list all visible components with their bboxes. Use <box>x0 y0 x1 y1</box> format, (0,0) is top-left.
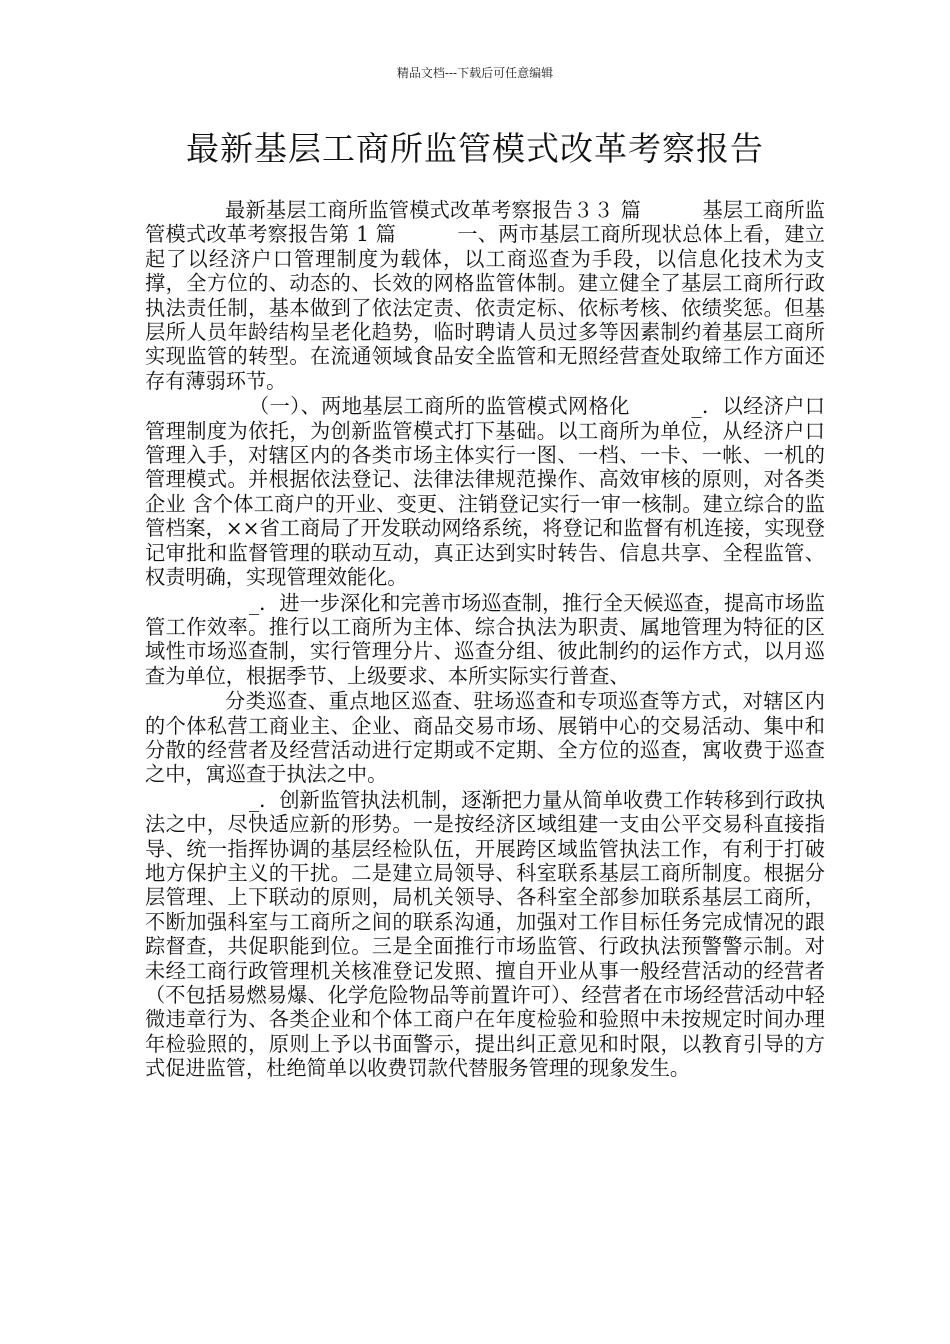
paragraph-section-1: （一）、两地基层工商所的监管模式网格化 _．以经济户口管理制度为依托，为创新监管模式打下基础。以工商所为单位，从经济户口管理入手，对辖区内的各类市场主体实行一图、一档、一卡、一帐、一机的管理模式。并根据依法登记、法律法律规范操作、高效审核的原则，对各类企业 含个体工商户的开业、变更、注销登记实行一审一核制。建立综合的监管档案，××省工商局了开发联动网络系统，将登记和监督有机连接，实现登记审批和监督管理的联动互动，真正达到实时转告、信息共享、全程监管、权责明确，实现管理效能化。 <box>145 394 825 590</box>
paragraph-enforcement-mechanism: _．创新监管执法机制，逐渐把力量从简单收费工作转移到行政执法之中，尽快适应新的形势。一是按经济区域组建一支由公平交易科直接指导、统一指挥协调的基层经检队伍，开展跨区域监管执法工作，有利于打破地方保护主义的干扰。二是建立局领导、科室联系基层工商所制度。根据分层管理、上下联动的原则，局机关领导、各科室全部参加联系基层工商所，不断加强科室与工商所之间的联系沟通，加强对工作目标任务完成情况的跟踪督查，共促职能到位。三是全面推行市场监管、行政执法预警警示制。对未经工商行政管理机关核准登记发照、擅自开业从事一般经营活动的经营者（不包括易燃易爆、化学危险物品等前置许可）、经营者在市场经营活动中轻微违章行为、各类企业和个体工商户在年度检验和验照中未按规定时间办理年检验照的，原则上予以书面警示，提出纠正意见和时限，以教育引导的方式促进监管，杜绝简单以收费罚款代替服务管理的现象发生。 <box>145 787 825 1081</box>
paragraph-intro: 最新基层工商所监管模式改革考察报告３３ 篇 基层工商所监管模式改革考察报告第 1 篇 一、两市基层工商所现状总体上看，建立起了以经济户口管理制度为载体，以工商巡查为手段，以信息化技术为支撑，全方位的、动态的、长效的网格监管体制。建立健全了基层工商所行政执法责任制，基本做到了依法定责、依责定标、依标考核、依绩奖惩。但基层所人员年龄结构呈老化趋势，临时聘请人员过多等因素制约着基层工商所实现监管的转型。在流通领域食品安全监管和无照经营查处取缔工作方面还存有薄弱环节。 <box>145 198 825 393</box>
paragraph-inspection-methods: 分类巡查、重点地区巡查、驻场巡查和专项巡查等方式，对辖区内的个体私营工商业主、企业、商品交易市场、展销中心的交易活动、集中和分散的经营者及经营活动进行定期或不定期、全方位的巡查，寓收费于巡查之中，寓巡查于执法之中。 <box>145 689 825 787</box>
document-body <box>145 198 825 1082</box>
page-header: 精品文档---下载后可任意编辑 <box>396 66 554 80</box>
document-title: 最新基层工商所监管模式改革考察报告 <box>186 129 764 168</box>
paragraph-market-inspection: _．进一步深化和完善市场巡查制，推行全天候巡查，提高市场监管工作效率。推行以工商所为主体、综合执法为职责、属地管理为特征的区域性市场巡查制，实行管理分片、巡查分组、彼此制约的运作方式，以月巡查为单位，根据季节、上级要求、本所实际实行普查、 <box>145 590 825 688</box>
